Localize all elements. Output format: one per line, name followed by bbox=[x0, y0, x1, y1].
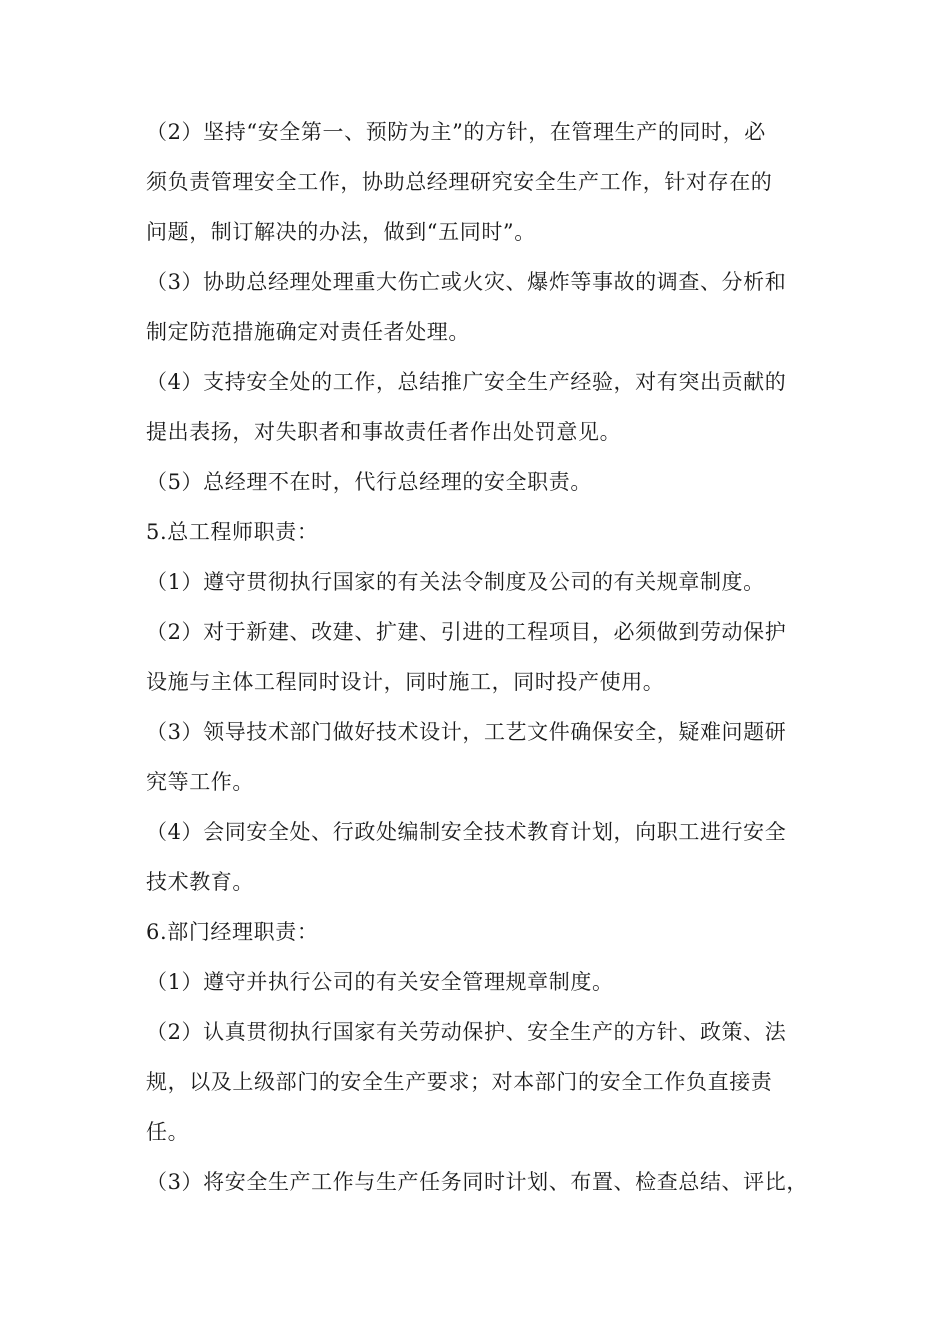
text-line: 规，以及上级部门的安全生产要求；对本部门的安全工作负直接责 bbox=[146, 1070, 773, 1094]
text-line: 制定防范措施确定对责任者处理。 bbox=[146, 320, 470, 344]
section-heading: 6.部门经理职责： bbox=[146, 920, 319, 944]
text-line: （1）遵守贯彻执行国家的有关法令制度及公司的有关规章制度。 bbox=[146, 570, 765, 594]
text-line: （3）领导技术部门做好技术设计，工艺文件确保安全，疑难问题研 bbox=[146, 720, 787, 744]
text-line: 须负责管理安全工作，协助总经理研究安全生产工作，针对存在的 bbox=[146, 170, 773, 194]
document-body bbox=[146, 107, 806, 1207]
text-line: 提出表扬，对失职者和事故责任者作出处罚意见。 bbox=[146, 420, 622, 444]
text-line: 问题，制订解决的办法，做到“五同时”。 bbox=[146, 220, 536, 244]
text-line: （1）遵守并执行公司的有关安全管理规章制度。 bbox=[146, 970, 614, 994]
text-line: （2）对于新建、改建、扩建、引进的工程项目，必须做到劳动保护 bbox=[146, 620, 787, 644]
text-line: （4）支持安全处的工作，总结推广安全生产经验，对有突出贡献的 bbox=[146, 370, 787, 394]
text-line: 技术教育。 bbox=[146, 870, 254, 894]
text-line: （2）坚持“安全第一、预防为主”的方针，在管理生产的同时，必 bbox=[146, 120, 766, 144]
text-line: （2）认真贯彻执行国家有关劳动保护、安全生产的方针、政策、法 bbox=[146, 1020, 787, 1044]
text-line: 设施与主体工程同时设计，同时施工，同时投产使用。 bbox=[146, 670, 665, 694]
text-line: （5）总经理不在时，代行总经理的安全职责。 bbox=[146, 470, 592, 494]
text-line: （3）将安全生产工作与生产任务同时计划、布置、检查总结、评比， bbox=[146, 1170, 808, 1194]
text-line: 究等工作。 bbox=[146, 770, 254, 794]
text-line: （4）会同安全处、行政处编制安全技术教育计划，向职工进行安全 bbox=[146, 820, 787, 844]
text-line: 任。 bbox=[146, 1120, 190, 1144]
section-heading: 5.总工程师职责： bbox=[146, 520, 319, 544]
text-line: （3）协助总经理处理重大伤亡或火灾、爆炸等事故的调查、分析和 bbox=[146, 270, 787, 294]
